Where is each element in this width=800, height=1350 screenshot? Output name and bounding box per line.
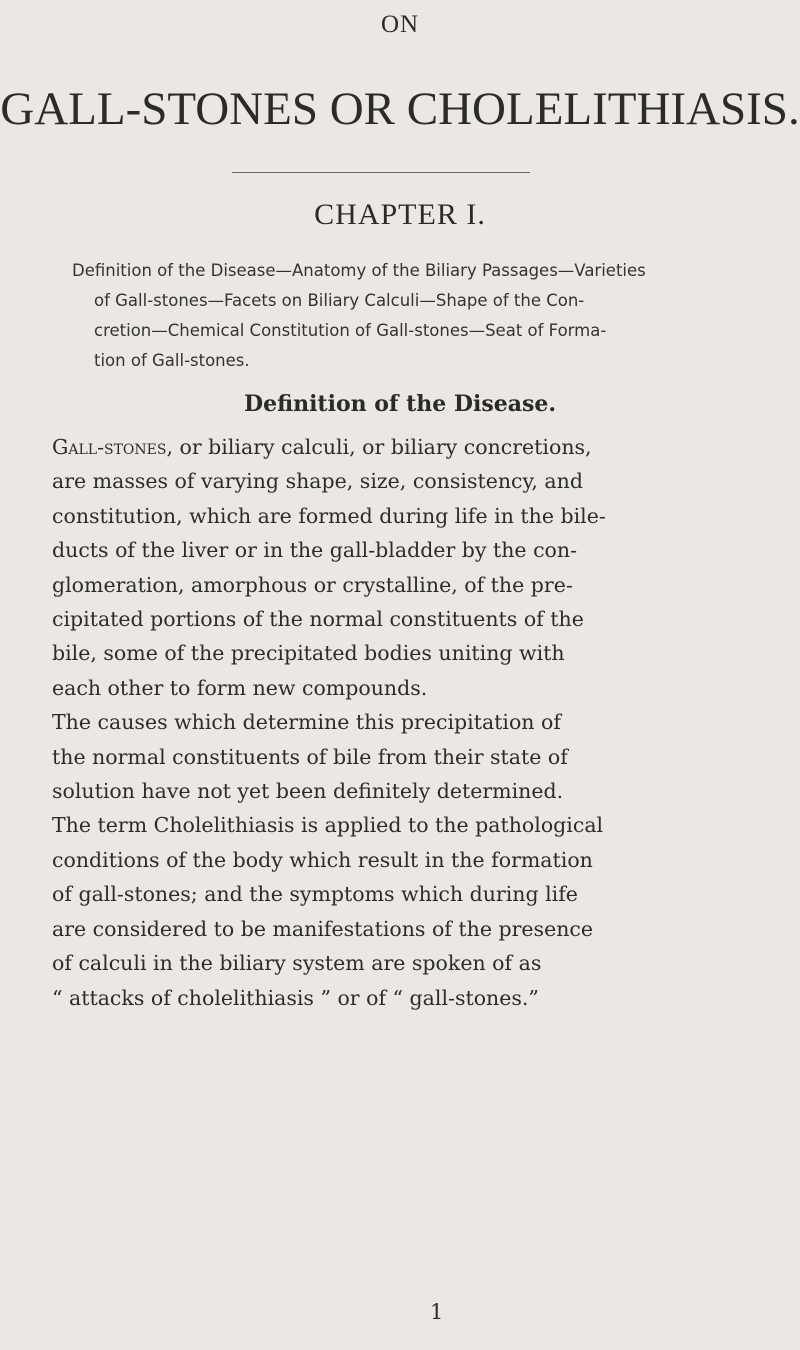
body-line <box>52 430 772 464</box>
body-line: of calculi in the biliary system are spoken of as <box>52 951 542 976</box>
body-line: “ attacks of cholelithiasis ” or of “ gall-stones.” <box>52 985 539 1010</box>
body-line: of gall-stones; and the symptoms which during life <box>52 882 578 907</box>
body-line: are masses of varying shape, size, consistency, and <box>52 469 583 494</box>
section-heading: Definition of the Disease. <box>244 391 556 417</box>
body-line: The term Cholelithiasis is applied to the pathological <box>52 813 604 838</box>
body-line: the normal constituents of bile from their state of <box>52 744 568 769</box>
body-paragraphs <box>52 430 772 1015</box>
body-line: constitution, which are formed during life in the bile- <box>52 503 606 528</box>
synopsis-line: cretion—Chemical Constitution of Gall-stones—Seat of Forma- <box>94 321 607 340</box>
body-line: each other to form new compounds. <box>52 675 428 700</box>
body-line: The causes which determine this precipitation of <box>52 710 561 735</box>
body-line-text: or biliary calculi, or biliary concretions, <box>173 435 592 459</box>
chapter-synopsis <box>72 256 752 376</box>
synopsis-line: of Gall-stones—Facets on Biliary Calculi—Shape of the Con- <box>94 291 585 310</box>
body-line: solution have not yet been definitely determined. <box>52 779 564 804</box>
body-line: bile, some of the precipitated bodies uniting with <box>52 641 565 666</box>
body-line: glomeration, amorphous or crystalline, of the pre- <box>52 572 573 597</box>
title-rule <box>232 172 530 173</box>
title-prefix: ON <box>380 11 420 38</box>
body-line: are considered to be manifestations of the presence <box>52 916 594 941</box>
page-number: 1 <box>430 1300 444 1324</box>
body-line: conditions of the body which result in the formation <box>52 847 593 872</box>
synopsis-line: tion of Gall-stones. <box>94 351 250 370</box>
chapter-heading: CHAPTER I. <box>314 198 486 231</box>
synopsis-line: Definition of the Disease—Anatomy of the Biliary Passages—Varieties <box>72 261 646 280</box>
opening-words: Gall-stones, <box>52 435 173 459</box>
book-title: GALL-STONES OR CHOLELITHIASIS. <box>0 83 800 135</box>
body-line: cipitated portions of the normal constituents of the <box>52 607 584 632</box>
body-line: ducts of the liver or in the gall-bladder by the con- <box>52 538 578 563</box>
